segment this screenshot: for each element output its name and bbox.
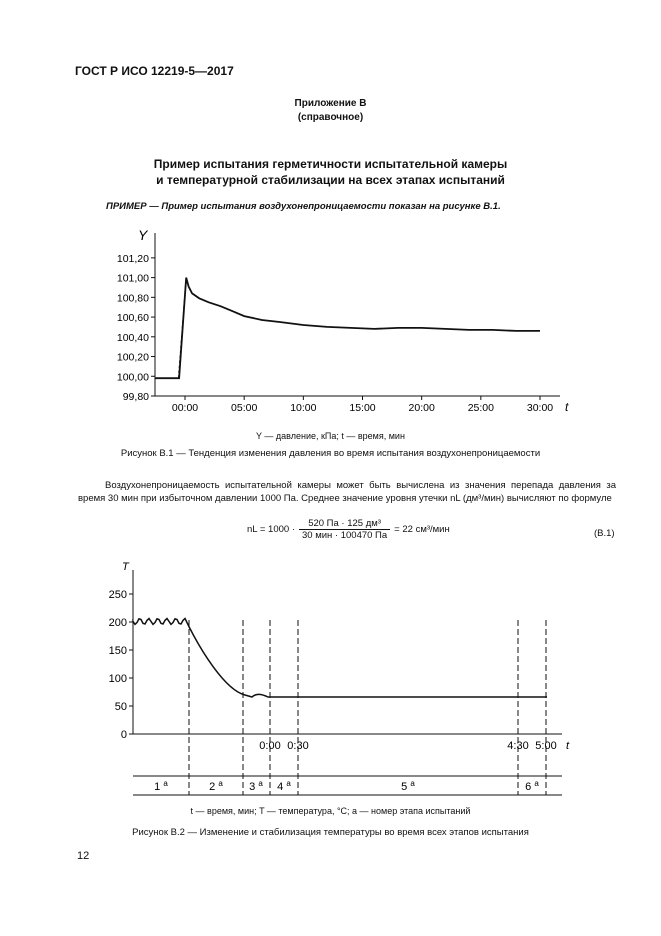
x-tick-label: 05:00 — [231, 402, 258, 414]
figure-1-plot — [117, 227, 569, 414]
section-title-line1: Пример испытания герметичности испытательной камеры — [153, 157, 508, 171]
x-tick-label: 25:00 — [467, 402, 494, 414]
formula-number: (В.1) — [594, 528, 615, 539]
y-tick-label-temp: 100 — [108, 673, 127, 685]
page-number: 12 — [77, 850, 90, 862]
figure-1-caption: Рисунок В.1 — Тенденция изменения давления во время испытания воздухонепроницаемости — [120, 448, 541, 459]
x-tick-label-time: 5:00 — [535, 740, 557, 752]
y-axis-label-temp: T — [122, 561, 129, 573]
figure-1-legend: Y — давление, кПа; t — время, мин — [256, 431, 405, 441]
x-tick-label: 00:00 — [171, 402, 199, 414]
figure-2-legend: t — время, мин; T — температура, °C; a — номер этапа испытаний — [190, 806, 471, 816]
formula-rhs: = 22 см³/мин — [394, 524, 450, 535]
x-tick-label-time: 0:30 — [287, 740, 309, 752]
stage-label: 2 $^a$ — [209, 779, 223, 793]
temperature-curve — [133, 619, 547, 698]
y-tick-label: 100,00 — [116, 371, 149, 384]
stage-label: 4 $^a$ — [277, 779, 291, 793]
y-tick-label: 99,80 — [122, 391, 149, 403]
appendix-subtitle: (справочное) — [297, 112, 364, 123]
x-tick-label: 30:00 — [526, 402, 554, 414]
y-axis-label: Y — [138, 227, 148, 243]
x-axis-label-time: t — [566, 740, 570, 752]
example-text: ПРИМЕР — Пример испытания воздухонепроницаемости показан на рисунке В.1. — [106, 201, 501, 212]
paragraph-text: Воздухонепроницаемость испытательной камеры может быть вычислена из значения перепада давления за время 30 мин при избыточном давлении 1000 Па. Среднее значение уровня утечки nL (дм³/мин) вычисляют по формуле — [78, 480, 616, 504]
stage-label: 3 $^a$ — [249, 779, 263, 793]
y-tick-label-temp: 50 — [114, 701, 127, 713]
x-axis-label: t — [565, 400, 569, 414]
body-paragraph — [78, 479, 616, 505]
formula-numerator: 520 Па · 125 дм³ — [299, 518, 390, 530]
figure-2-plot — [109, 561, 570, 795]
formula-lhs: nL = 1000 · — [247, 524, 295, 535]
y-tick-label: 101,20 — [116, 252, 149, 265]
stage-label: 1 $^a$ — [154, 779, 168, 793]
x-tick-label: 20:00 — [408, 402, 435, 414]
y-tick-label-temp: 250 — [108, 589, 127, 601]
section-title-line2: и температурной стабилизации на всех этапах испытаний — [156, 173, 505, 187]
y-tick-label-temp: 150 — [108, 645, 127, 657]
stage-label: 6 $^a$ — [525, 779, 539, 793]
y-tick-label-temp: 200 — [108, 617, 127, 629]
y-tick-label: 100,40 — [116, 331, 149, 344]
appendix-title: Приложение В — [294, 98, 367, 109]
y-tick-label-temp: 0 — [120, 729, 127, 741]
stage-label: 5 $^a$ — [401, 779, 415, 793]
y-tick-label: 101,00 — [116, 272, 149, 285]
y-tick-label: 100,60 — [116, 312, 149, 325]
formula — [246, 518, 451, 541]
pressure-rise-dashed — [178, 278, 186, 379]
x-tick-label: 15:00 — [349, 402, 376, 414]
x-tick-label: 10:00 — [290, 402, 317, 414]
y-tick-label: 100,80 — [116, 292, 149, 305]
x-tick-label-time: 4:30 — [507, 740, 529, 752]
y-tick-label: 100,20 — [116, 351, 149, 364]
standard-number: ГОСТ Р ИСО 12219-5—2017 — [75, 64, 234, 78]
figure-2-caption: Рисунок В.2 — Изменение и стабилизация температуры во время всех этапов испытания — [132, 827, 529, 838]
formula-denominator: 30 мин · 100470 Па — [301, 530, 388, 541]
x-tick-label-time: 0:00 — [259, 740, 281, 752]
pressure-line — [155, 278, 540, 379]
